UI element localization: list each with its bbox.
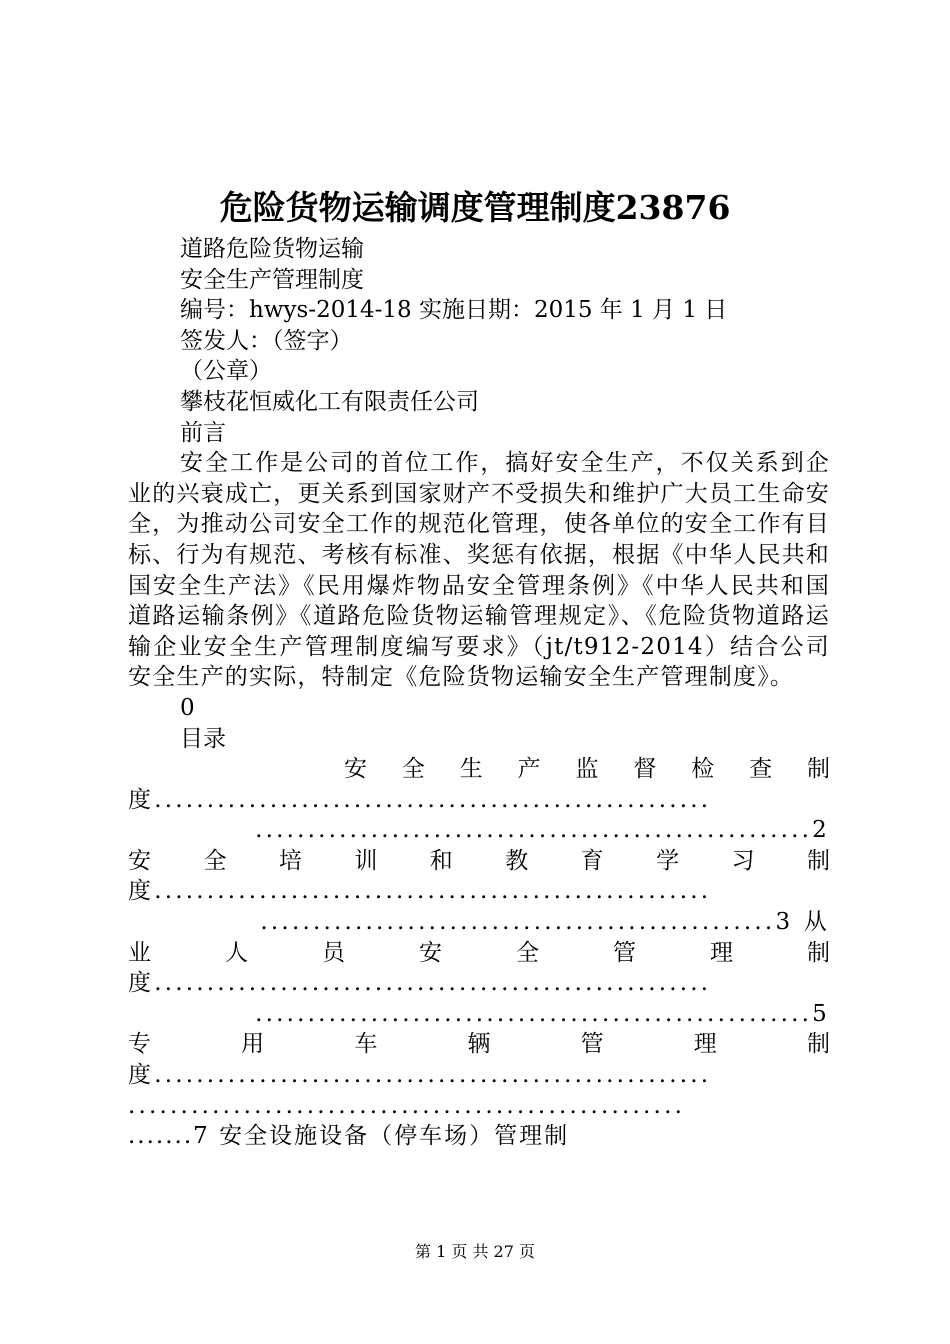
toc-char: 督 — [633, 756, 657, 783]
toc-dots-page: .................................................3 从 — [260, 909, 830, 936]
toc-char: 产 — [517, 756, 541, 783]
toc-char: 制 — [807, 939, 830, 966]
toc-char: 全 — [401, 756, 425, 783]
toc-list — [128, 754, 830, 1152]
toc-char: 安 — [128, 847, 151, 874]
toc-char: 安 — [419, 939, 442, 966]
toc-dots: 度..................................................... — [128, 1062, 712, 1089]
toc-char: 制 — [806, 1031, 830, 1058]
toc-char: 习 — [731, 847, 755, 874]
toc-dots: 度..................................................... — [128, 878, 712, 905]
page-footer: 第 1 页 共 27 页 — [415, 1242, 535, 1261]
toc-char: 培 — [278, 847, 302, 874]
header-line: 安全生产管理制度 — [180, 266, 364, 293]
toc-entry-spaced — [128, 1029, 830, 1060]
toc-dots-page: .....................................................2 — [255, 817, 830, 844]
header-line: （公章） — [180, 358, 272, 385]
toc-char: 生 — [459, 756, 483, 783]
toc-dots: 度..................................................... — [128, 786, 712, 813]
document-title: 危险货物运输调度管理制度23876 — [219, 188, 731, 227]
toc-char: 查 — [749, 756, 773, 783]
toc-char: 员 — [322, 939, 345, 966]
toc-char: 全 — [203, 847, 227, 874]
toc-char: 辆 — [467, 1031, 491, 1058]
toc-char: 理 — [693, 1031, 717, 1058]
toc-entry-spaced — [128, 938, 830, 969]
toc-entry-spaced — [128, 754, 830, 785]
preface-paragraph: 安全工作是公司的首位工作，搞好安全生产，不仅关系到企业的兴衰成亡，更关系到国家财产不受损失和维护广大员工生命安全，为推动公司安全工作的规范化管理，使各单位的安全工作有目标、行为有规范、考核有标准、奖惩有依据，根据《中华人民共和国安全生产法》《民用爆炸物品安全管理条例》《中华人民共和国道路运输条例》《道路危险货物运输管理规定》、《危险货物道路运输企业安全生产管理制度编写要求》（jt/t912-2014）结合公司安全生产的实际，特制定《危险货物运输安全生产管理制度》。 — [128, 450, 830, 691]
toc-char: 管 — [580, 1031, 604, 1058]
toc-char: 理 — [710, 939, 733, 966]
header-line: 签发人：（签字） — [180, 327, 353, 354]
toc-char: 车 — [354, 1031, 378, 1058]
toc-char: 育 — [580, 847, 604, 874]
toc-dots: 度..................................................... — [128, 970, 712, 997]
toc-char: 制 — [806, 847, 830, 874]
toc-char: 管 — [613, 939, 636, 966]
toc-char: 教 — [505, 847, 529, 874]
toc-char: 制 — [807, 756, 830, 783]
header-line: 攀枝花恒威化工有限责任公司 — [180, 388, 479, 415]
toc-char: 训 — [354, 847, 378, 874]
preface-heading: 前言 — [180, 419, 226, 446]
toc-char: 专 — [128, 1031, 151, 1058]
toc-char: 人 — [225, 939, 248, 966]
toc-char: 全 — [516, 939, 539, 966]
header-line: 道路危险货物运输 — [180, 236, 364, 262]
toc-char: 检 — [691, 756, 715, 783]
toc-char: 监 — [575, 756, 599, 783]
toc-char: 学 — [656, 847, 680, 874]
document-body — [128, 234, 830, 1152]
toc-char: 和 — [429, 847, 453, 874]
toc-dots-mixed: .......7 安全设施设备（停车场）管理制 — [128, 1123, 570, 1150]
toc-char: 用 — [241, 1031, 265, 1058]
toc-heading: 目录 — [180, 725, 226, 752]
toc-dots: ..................................................... — [128, 1092, 686, 1119]
zero-line: 0 — [180, 694, 195, 721]
toc-char: 业 — [128, 939, 151, 966]
toc-char: 安 — [344, 756, 367, 783]
toc-entry-spaced — [128, 846, 830, 877]
header-line: 编号：hwys-2014-18 实施日期：2015 年 1 月 1 日 — [180, 297, 728, 324]
toc-dots-page: .....................................................5 — [255, 1000, 830, 1027]
